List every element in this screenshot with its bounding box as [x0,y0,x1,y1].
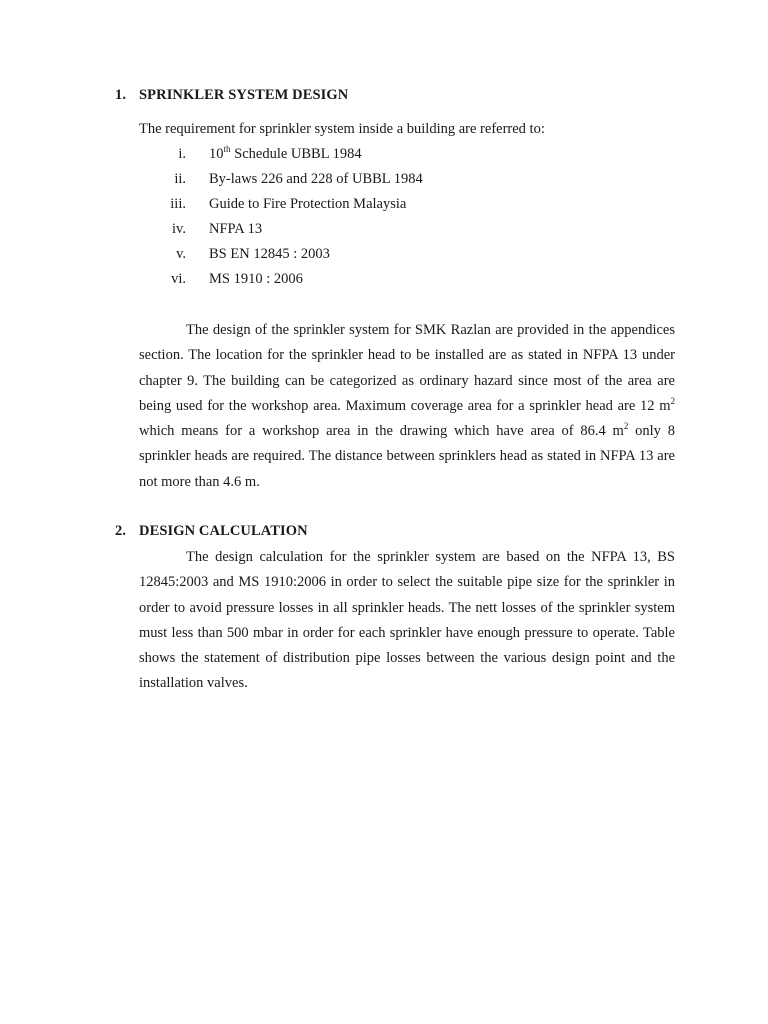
superscript: 2 [670,396,675,407]
superscript: 2 [623,421,629,432]
superscript: th [223,144,231,155]
section-2-title: DESIGN CALCULATION [139,523,308,539]
section-1-title: SPRINKLER SYSTEM DESIGN [139,87,349,103]
list-item-text: Guide to Fire Protection Malaysia [209,196,407,212]
list-item-numeral: i. [178,146,186,162]
list-item-text: 10th Schedule UBBL 1984 [209,144,362,162]
list-item-text: NFPA 13 [209,221,263,237]
list-item-text: MS 1910 : 2006 [209,271,303,287]
section-1-paragraph: The design of the sprinkler system for SMK Razlan are provided in the appendices section. The location for the sprinkler head to be installed are as stated in NFPA 13 under chapter 9. The building can be categorized as ordinary hazard since most of the area are being used for the workshop area. Maximum coverage area for a sprinkler head are 12 $m^2$ which means for a workshop area in the drawing which have area of 86.4 $m^2$ only 8 sprinkler heads are required. The distance between sprinklers head as stated in NFPA 13 are not more than 4.6 m. [139,322,675,490]
list-item-numeral: vi. [171,271,186,287]
section-1-heading [115,87,348,104]
list-item-numeral: v. [176,246,186,262]
list-item-numeral: iv. [172,221,186,237]
section-2-number: 2. [115,523,127,539]
section-2-paragraph: The design calculation for the sprinkler system are based on the NFPA 13, BS 12845:2003 and MS 1910:2006 in order to select the suitable pipe size for the sprinkler in order to avoid pressure losses in all sprinkler heads. The nett losses of the sprinkler system must less than 500 mbar in order for each sprinkler have enough pressure to operate. Table shows the statement of distribution pipe losses between the various design point and the installation valves. [139,549,675,692]
section-1-number: 1. [115,87,127,103]
section-2-heading [115,523,308,540]
section-1-intro: The requirement for sprinkler system inside a building are referred to: [139,121,545,137]
list-item-numeral: iii. [170,196,186,212]
list-item-numeral: ii. [174,171,186,187]
list-item-text: BS EN 12845 : 2003 [209,246,330,262]
list-item-text: By-laws 226 and 228 of UBBL 1984 [209,171,423,187]
